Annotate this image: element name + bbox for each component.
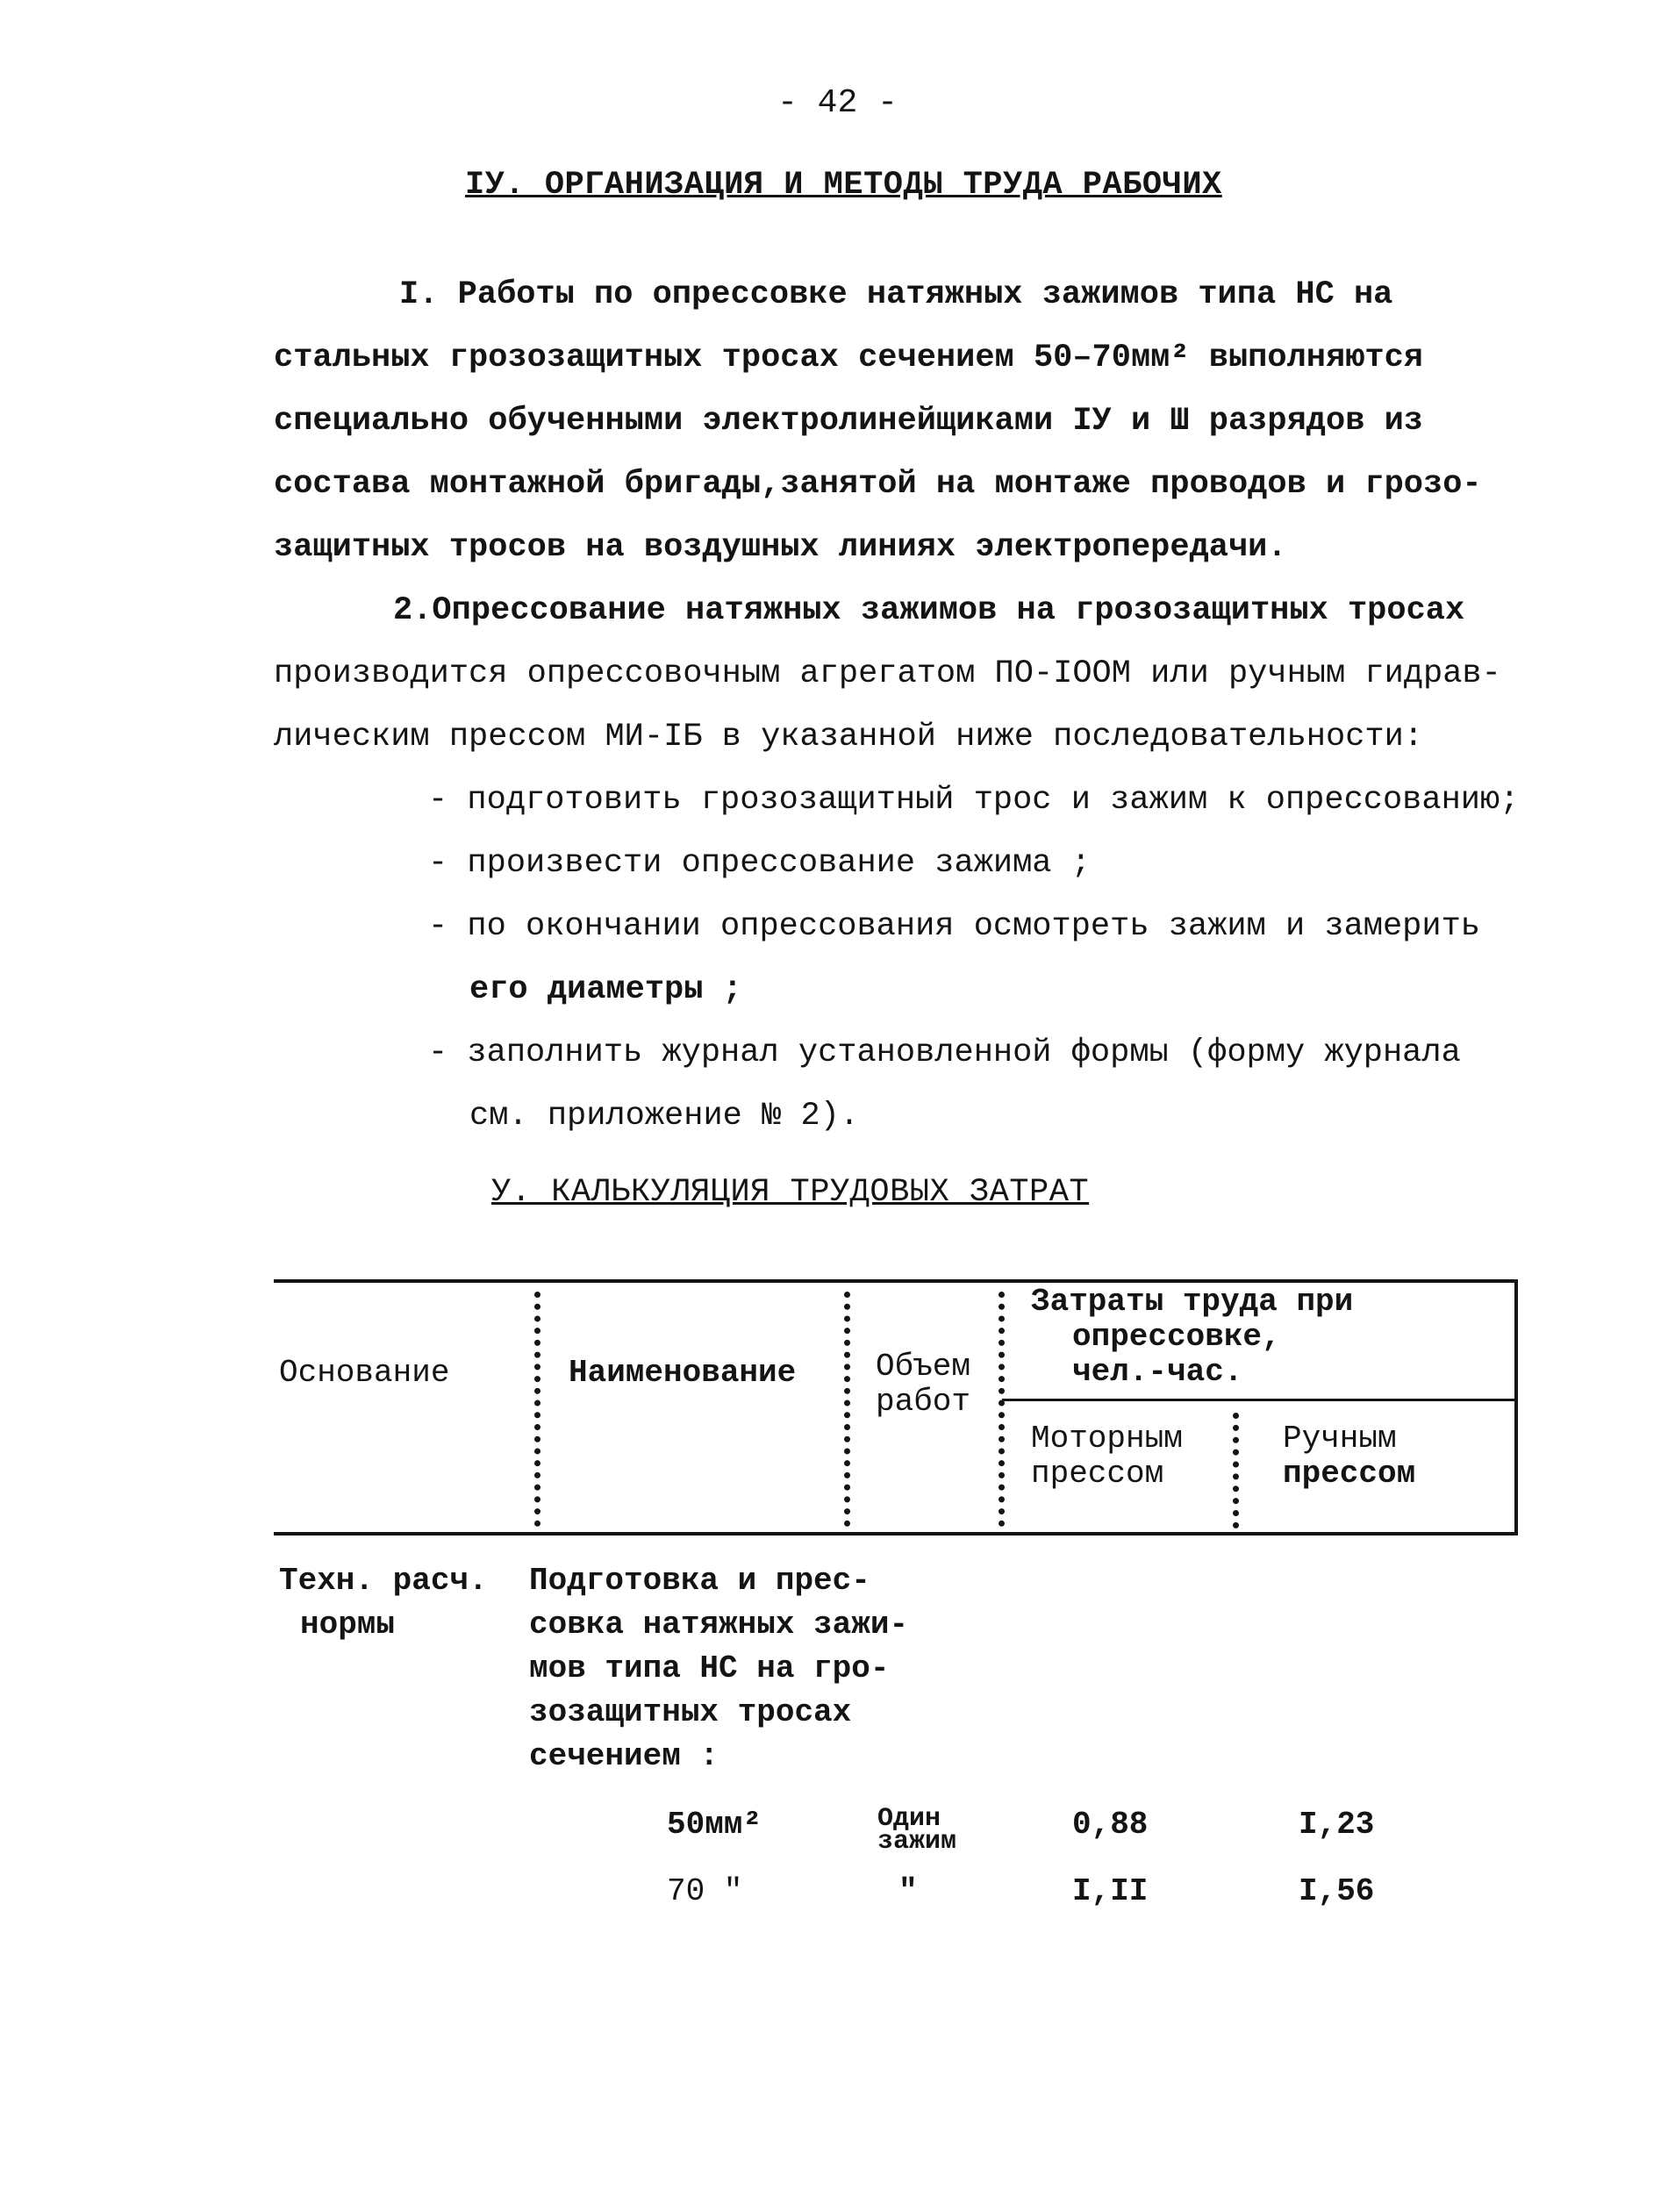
- header-basis: Основание: [279, 1355, 450, 1391]
- header-labor: чел.-час.: [1072, 1354, 1243, 1390]
- table-top-rule: [274, 1279, 1518, 1283]
- table-header-bottom-rule: [274, 1532, 1518, 1536]
- page-number: - 42 -: [777, 84, 898, 122]
- column-divider: [1233, 1413, 1239, 1528]
- step-item: - заполнить журнал установленной формы (форму журнала: [428, 1034, 1461, 1071]
- header-name: Наименование: [569, 1355, 797, 1391]
- header-motor-press: прессом: [1031, 1456, 1164, 1492]
- column-divider: [844, 1292, 850, 1527]
- description-line: зозащитных тросах: [529, 1694, 852, 1730]
- basis-cell: нормы: [300, 1607, 396, 1643]
- cell-motor: I,II: [1072, 1873, 1149, 1909]
- header-manual-press: Ручным: [1283, 1421, 1397, 1457]
- paragraph-1-line: защитных тросов на воздушных линиях электропередачи.: [274, 529, 1287, 566]
- table-subheader-rule: [1002, 1399, 1518, 1401]
- paragraph-2-line: лическим прессом МИ-IБ в указанной ниже последовательности:: [274, 719, 1424, 755]
- cell-section: 70 ": [667, 1873, 743, 1909]
- section-4-heading: IУ. ОРГАНИЗАЦИЯ И МЕТОДЫ ТРУДА РАБОЧИХ: [465, 167, 1222, 204]
- step-item: - произвести опрессование зажима ;: [428, 845, 1091, 882]
- description-line: мов типа НС на гро-: [529, 1650, 890, 1686]
- cell-section: 50мм²: [667, 1807, 762, 1843]
- header-volume: Объем: [876, 1349, 971, 1385]
- description-line: Подготовка и прес-: [529, 1563, 870, 1599]
- cell-motor: 0,88: [1072, 1807, 1149, 1843]
- paragraph-2-line: производится опрессовочным агрегатом ПО-IООМ или ручным гидрав-: [274, 655, 1501, 692]
- cell-manual: I,56: [1299, 1873, 1375, 1909]
- paragraph-1-line: состава монтажной бригады,занятой на монтаже проводов и грозо-: [274, 466, 1482, 503]
- description-line: сечением :: [529, 1738, 719, 1774]
- step-item-continuation: см. приложение № 2).: [469, 1098, 860, 1135]
- paragraph-1-line: I. Работы по опрессовке натяжных зажимов типа НС на: [399, 276, 1393, 313]
- paragraph-2-line: 2.Опрессование натяжных зажимов на грозозащитных тросах: [393, 592, 1465, 629]
- cell-unit: ": [898, 1873, 918, 1909]
- header-volume: работ: [876, 1384, 971, 1420]
- header-manual-press: прессом: [1283, 1456, 1416, 1492]
- paragraph-1-line: специально обученными электролинейщиками IУ и Ш разрядов из: [274, 403, 1424, 440]
- basis-cell: Техн. расч.: [279, 1563, 488, 1599]
- paragraph-1-line: стальных грозозащитных тросах сечением 50–70мм² выполняются: [274, 340, 1424, 376]
- header-motor-press: Моторным: [1031, 1421, 1183, 1457]
- header-labor: опрессовке,: [1072, 1319, 1281, 1355]
- step-item: - подготовить грозозащитный трос и зажим к опрессованию;: [428, 782, 1520, 819]
- column-divider: [999, 1292, 1005, 1527]
- table-right-rule: [1514, 1279, 1518, 1536]
- cell-manual: I,23: [1299, 1807, 1375, 1843]
- step-item: - по окончании опрессования осмотреть зажим и замерить: [428, 908, 1480, 945]
- step-item-continuation: его диаметры ;: [469, 971, 742, 1008]
- section-5-heading: У. КАЛЬКУЛЯЦИЯ ТРУДОВЫХ ЗАТРАТ: [491, 1174, 1090, 1211]
- header-labor: Затраты труда при: [1031, 1284, 1354, 1320]
- description-line: совка натяжных зажи-: [529, 1607, 909, 1643]
- cell-unit: Один зажим: [877, 1804, 957, 1857]
- column-divider: [534, 1292, 540, 1527]
